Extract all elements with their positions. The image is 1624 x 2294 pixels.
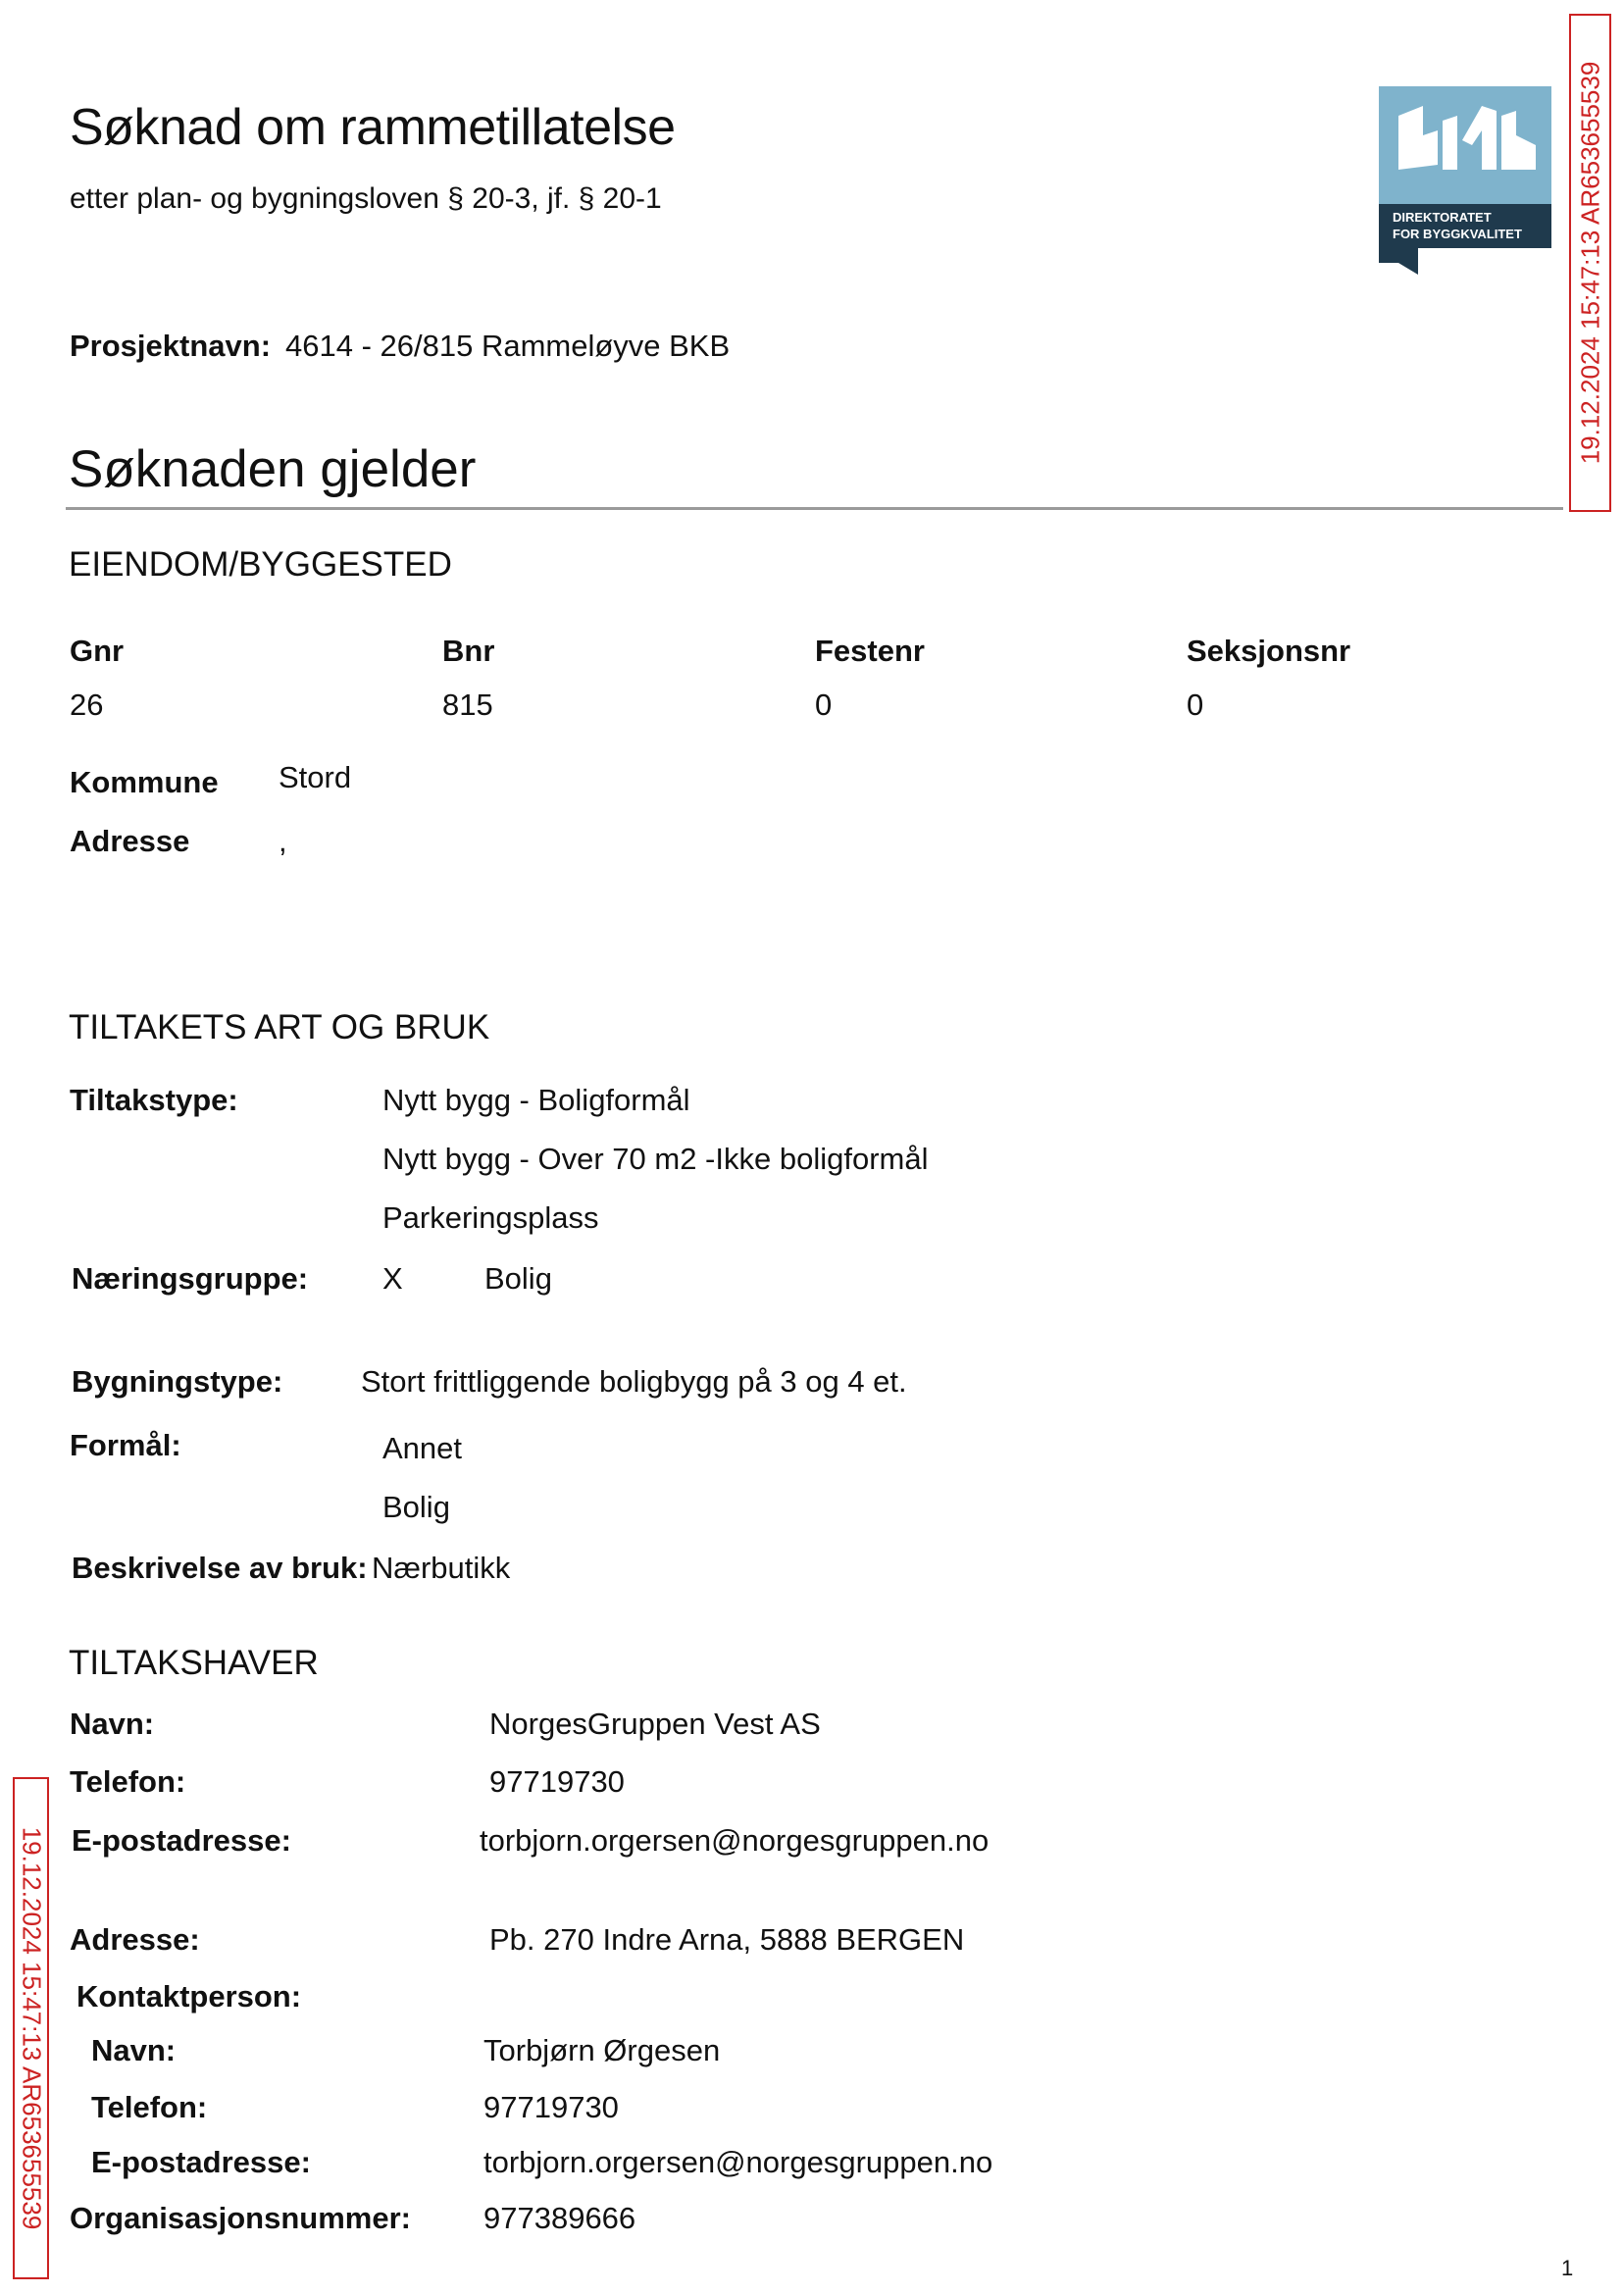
kp-navn-value: Torbjørn Ørgesen — [483, 2033, 721, 2067]
section-divider — [66, 507, 1563, 510]
orgnr-value: 977389666 — [483, 2201, 636, 2235]
th-navn-value: NorgesGruppen Vest AS — [489, 1707, 821, 1741]
tiltakshaver-heading: TILTAKSHAVER — [69, 1644, 319, 1682]
festenr-label: Festenr — [815, 634, 925, 668]
tiltakstype-item: Nytt bygg - Over 70 m2 -Ikke boligformål — [382, 1142, 929, 1176]
logo-text-line2: FOR BYGGKVALITET — [1393, 227, 1522, 241]
receipt-stamp-left-text: 19.12.2024 15:47:13 AR653655539 — [17, 1826, 46, 2230]
naeringsgruppe-value: Bolig — [484, 1261, 552, 1296]
kp-navn-label: Navn: — [91, 2033, 177, 2067]
project-value: 4614 - 26/815 Rammeløyve BKB — [285, 329, 731, 363]
page-title: Søknad om rammetillatelse — [70, 99, 676, 156]
formal-item: Bolig — [382, 1490, 450, 1524]
kp-telefon-value: 97719730 — [483, 2090, 619, 2124]
tiltakstype-label: Tiltakstype: — [70, 1083, 238, 1117]
th-navn-label: Navn: — [70, 1707, 155, 1741]
th-telefon-label: Telefon: — [70, 1764, 186, 1799]
formal-label: Formål: — [70, 1428, 181, 1462]
kommune-label: Kommune — [70, 765, 219, 799]
gnr-value: 26 — [70, 688, 104, 722]
receipt-stamp-right — [1569, 14, 1611, 512]
receipt-stamp-left — [13, 1777, 49, 2279]
adresse-value: , — [279, 824, 287, 858]
kp-telefon-label: Telefon: — [91, 2090, 208, 2124]
tiltakstype-item: Nytt bygg - Boligformål — [382, 1083, 690, 1117]
property-heading: EIENDOM/BYGGESTED — [69, 545, 452, 584]
kommune-value: Stord — [279, 760, 352, 794]
kp-epost-value: torbjorn.orgersen@norgesgruppen.no — [483, 2145, 993, 2179]
seksjonsnr-value: 0 — [1187, 688, 1204, 722]
bygningstype-value: Stort frittliggende boligbygg på 3 og 4 et. — [361, 1364, 907, 1399]
project-label: Prosjektnavn: — [70, 329, 272, 363]
festenr-value: 0 — [815, 688, 833, 722]
th-epost-value: torbjorn.orgersen@norgesgruppen.no — [480, 1823, 990, 1858]
formal-item: Annet — [382, 1431, 463, 1465]
kontaktperson-label: Kontaktperson: — [76, 1979, 302, 2014]
th-adresse-label: Adresse: — [70, 1922, 200, 1957]
receipt-stamp-right-text: 19.12.2024 15:47:13 AR653655539 — [1575, 61, 1604, 465]
th-adresse-value: Pb. 270 Indre Arna, 5888 BERGEN — [489, 1922, 965, 1957]
dibk-logo-graphic — [1379, 86, 1551, 275]
bnr-label: Bnr — [442, 634, 495, 668]
beskrivelse-label: Beskrivelse av bruk: — [72, 1551, 368, 1585]
adresse-label: Adresse — [70, 824, 190, 858]
dibk-logo — [1379, 86, 1551, 275]
orgnr-label: Organisasjonsnummer: — [70, 2201, 411, 2235]
page-subtitle: etter plan- og bygningsloven § 20-3, jf. § 20-1 — [70, 182, 662, 215]
th-telefon-value: 97719730 — [489, 1764, 625, 1799]
section-heading: Søknaden gjelder — [69, 440, 477, 498]
naeringsgruppe-label: Næringsgruppe: — [72, 1261, 309, 1296]
kp-epost-label: E-postadresse: — [91, 2145, 311, 2179]
page-number: 1 — [1561, 2256, 1574, 2280]
bygningstype-label: Bygningstype: — [72, 1364, 283, 1399]
th-epost-label: E-postadresse: — [72, 1823, 291, 1858]
tiltakstype-item: Parkeringsplass — [382, 1200, 599, 1235]
naeringsgruppe-code: X — [382, 1261, 403, 1296]
beskrivelse-value: Nærbutikk — [372, 1551, 511, 1585]
logo-text-line1: DIREKTORATET — [1393, 210, 1492, 225]
seksjonsnr-label: Seksjonsnr — [1187, 634, 1351, 668]
tiltak-heading: TILTAKETS ART OG BRUK — [69, 1008, 490, 1046]
bnr-value: 815 — [442, 688, 493, 722]
gnr-label: Gnr — [70, 634, 125, 668]
